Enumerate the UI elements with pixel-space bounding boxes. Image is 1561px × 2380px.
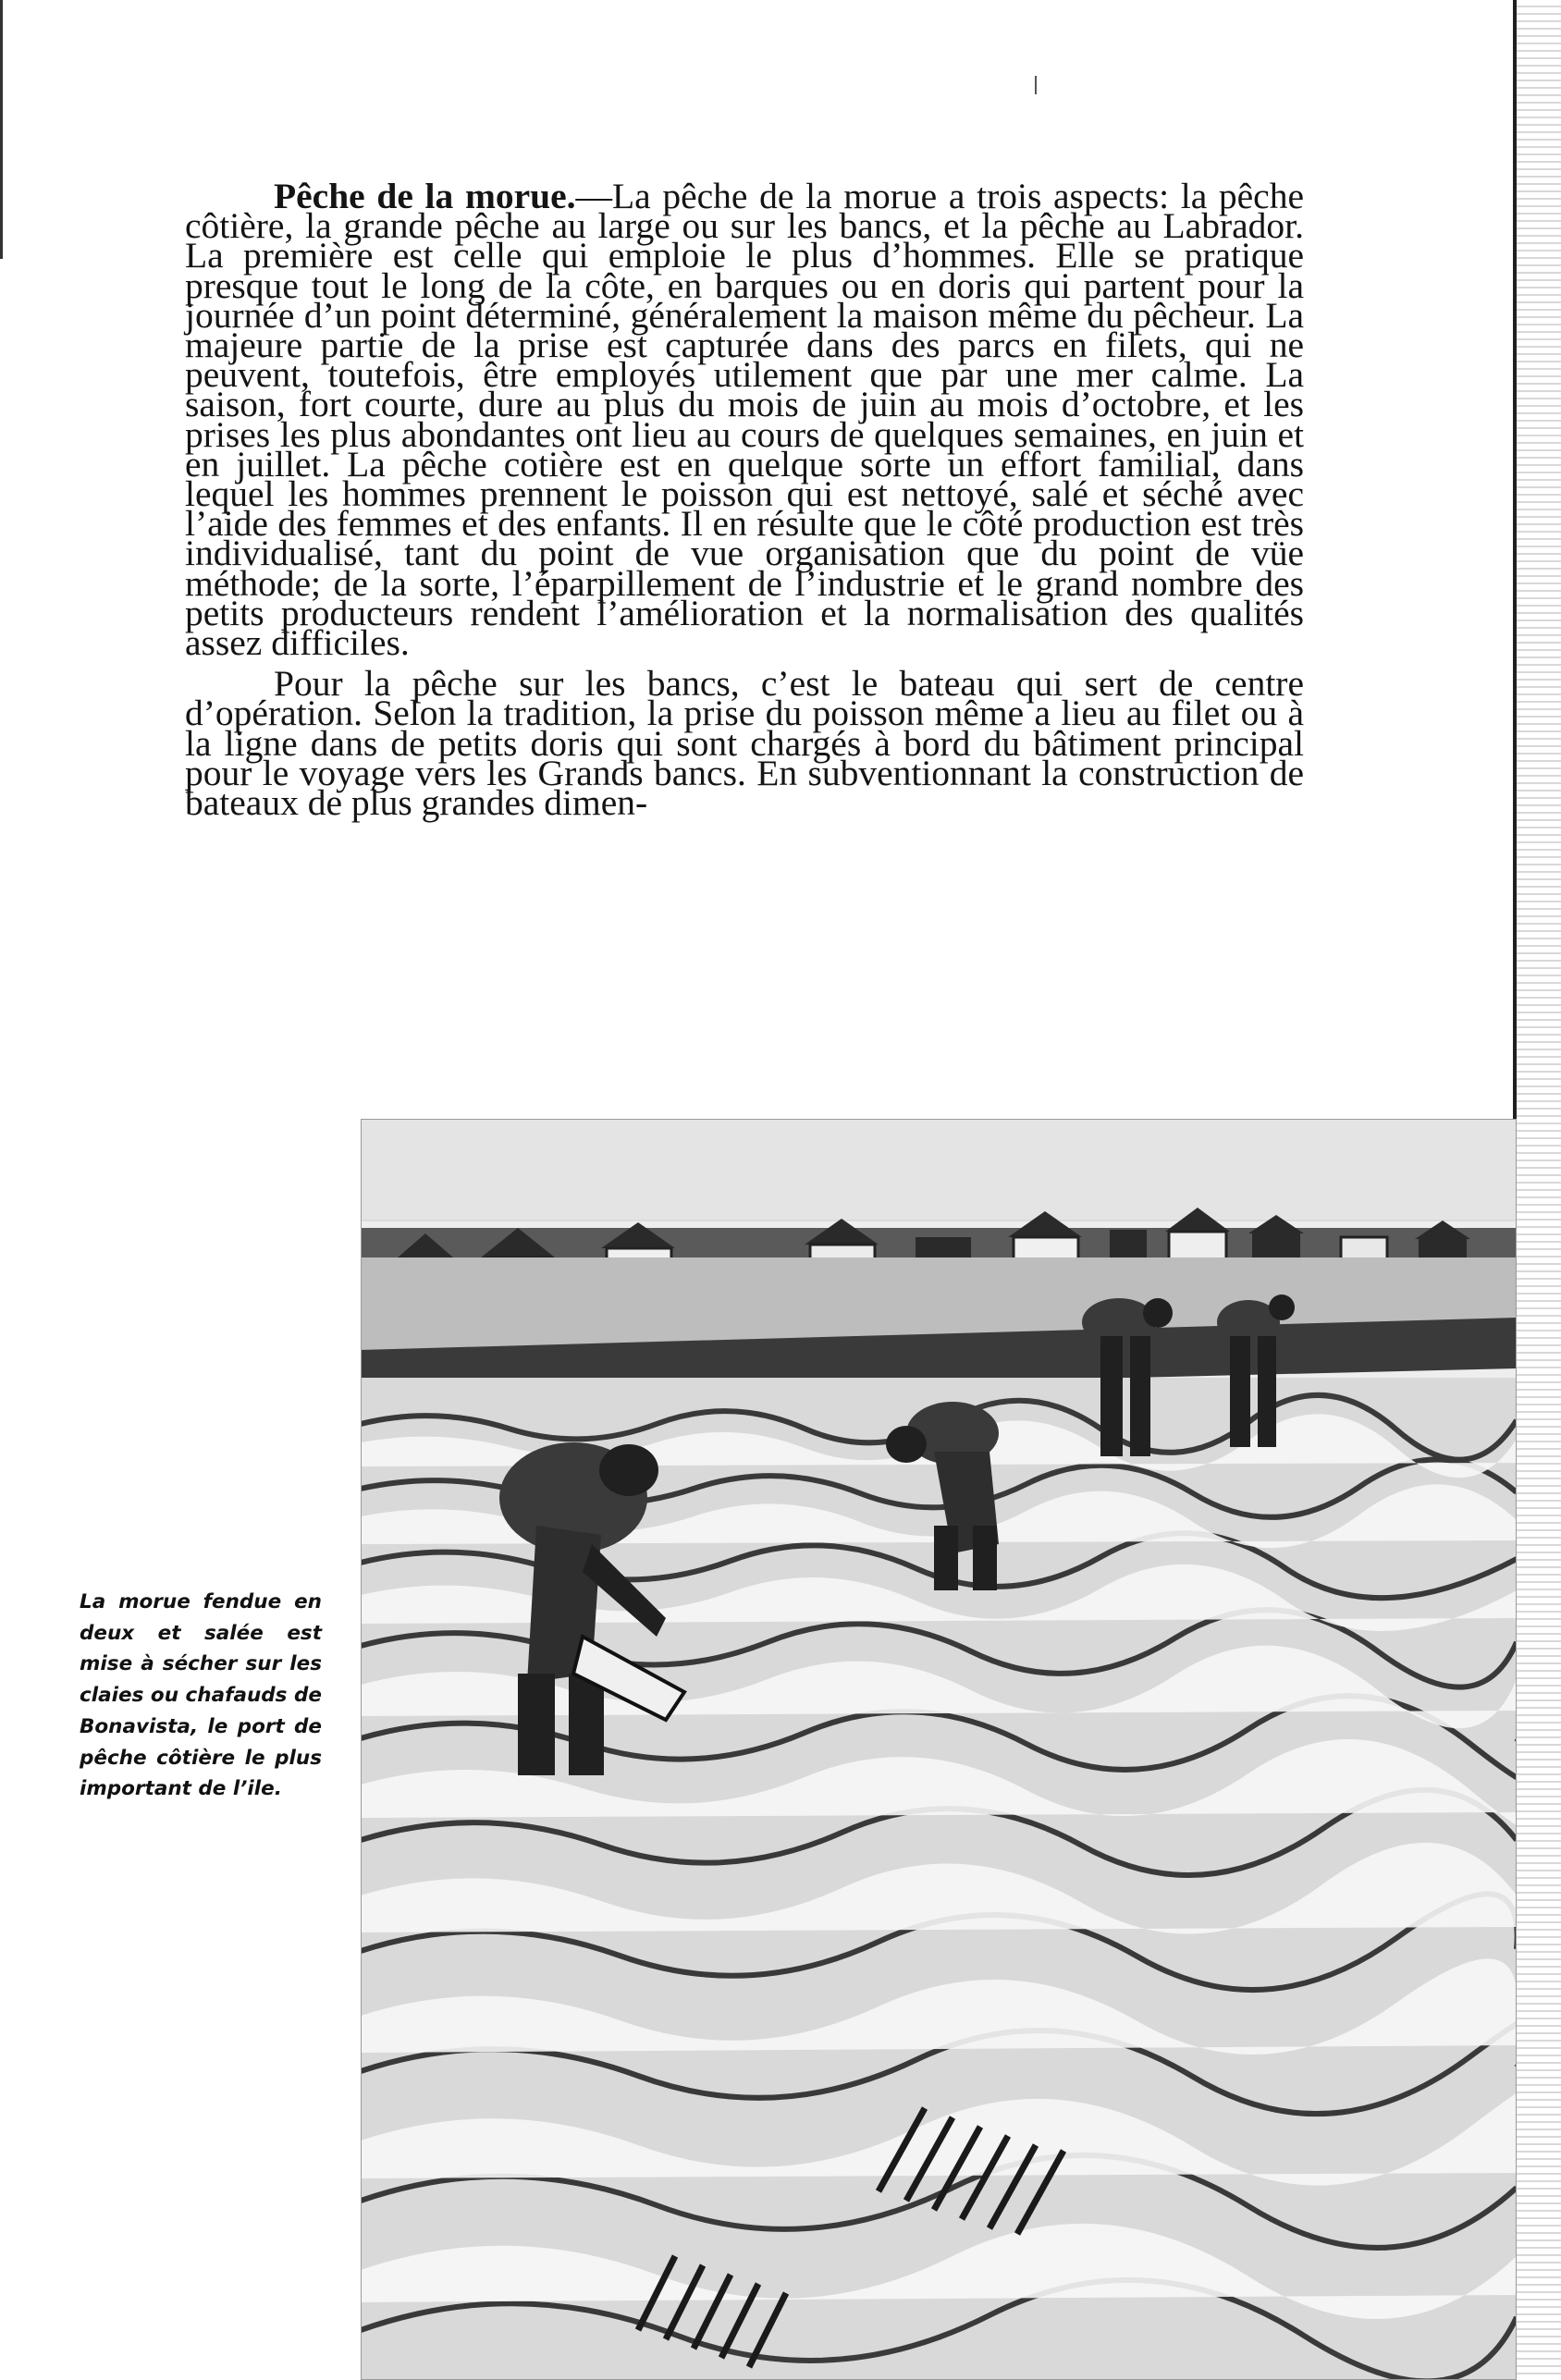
photo-caption: La morue fendue en deux et salée est mise à sécher sur les claies ou chafauds de Bonavista, le port de pêche côtière le plus important de l’ile. xyxy=(80,1590,322,1801)
photo-cod-drying-flakes xyxy=(361,1119,1517,2380)
paragraph-1-text: —La pêche de la morue a trois aspects: la pêche côtière, la grande pêche au large ou sur les bancs, et la pêche au Labrador. La première est celle qui emploie le plus d’hommes. Elle se pratique presque tout le long de la côte, en barques ou en doris qui partent pour la journée d’un point déterminé, généralement la maison même du pêcheur. La majeure partie de la prise est capturée dans des parcs en filets, qui ne peuvent, toutefois, être employés utilement que par une mer calme. La saison, fort courte, dure au plus du mois de juin au mois d’octobre, et les prises les plus abondantes ont lieu au cours de quelques semaines, en juin et en juillet. La pêche cotière est en quelque sorte un effort familial, dans lequel les hommes prennent le poisson qui est nettoyé, salé et séché avec l’aide des femmes et des enfants. Il en résulte que le côté production est très individualisé, tant du point de vue organisation que du point de vüe méthode; de la sorte, l’éparpillement de l’industrie et le grand nombre des petits producteurs rendent l’amélioration et la normalisation des qualités assez difficiles. xyxy=(185,176,1304,664)
scan-speck xyxy=(1035,76,1037,94)
section-heading: Pêche de la morue. xyxy=(274,176,576,216)
paragraph-banks-fishing: Pour la pêche sur les bancs, c’est le bateau qui sert de centre d’opération. Selon la tradition, la prise du poisson même a lieu au filet ou à la ligne dans de petits doris qui sont chargés à bord du bâtiment principal pour le voyage vers les Grands bancs. En subventionnant la construction de bateaux de plus grandes dimen- xyxy=(185,663,1304,824)
adjacent-page-strip xyxy=(1517,0,1561,2380)
paragraph-cod-fishing xyxy=(185,176,1304,664)
scan-edge-mark xyxy=(0,0,3,259)
article-body xyxy=(185,176,1304,824)
photo-illustration xyxy=(361,1119,1517,2380)
